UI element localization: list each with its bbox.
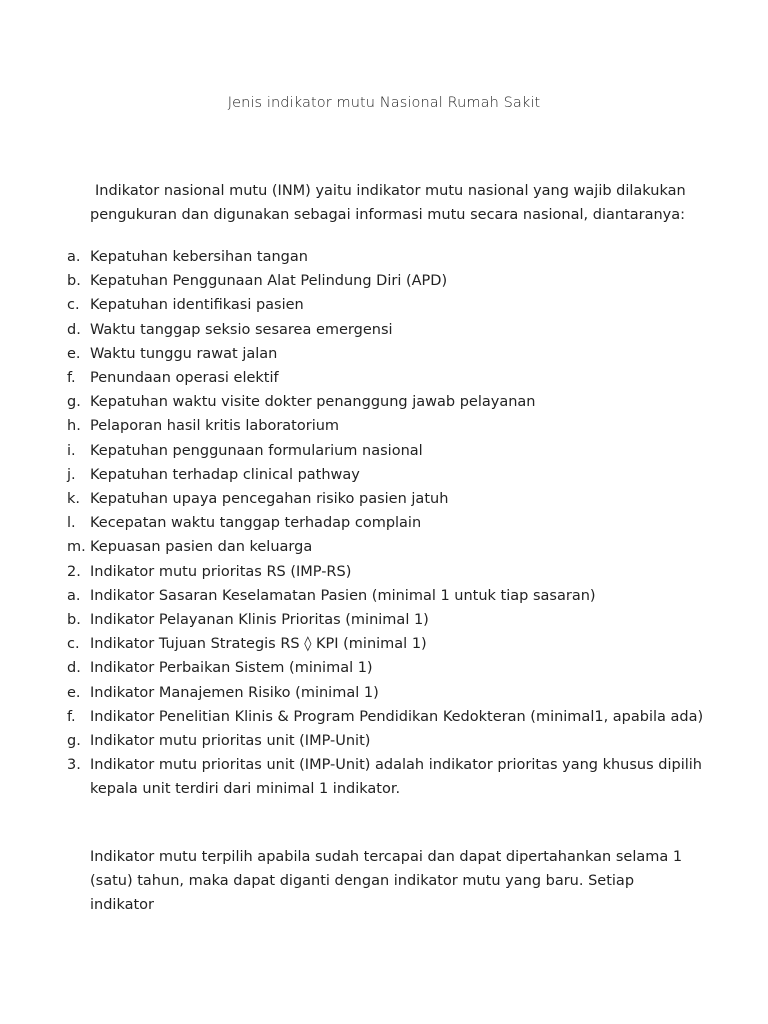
list-item-text: Indikator Perbaikan Sistem (minimal 1) <box>90 660 373 677</box>
list-item <box>67 269 707 293</box>
list-item-text: Waktu tanggap seksio sesarea emergensi <box>90 321 393 338</box>
list-item-text: Kepatuhan terhadap clinical pathway <box>90 466 360 483</box>
list-item-text: Indikator mutu prioritas unit (IMP-Unit) <box>90 733 371 750</box>
list-item-marker: j. <box>67 466 76 483</box>
list-item-marker: f. <box>67 370 76 387</box>
list-item <box>67 245 707 269</box>
list-item-text: Indikator Sasaran Keselamatan Pasien (minimal 1 untuk tiap sasaran) <box>90 587 596 604</box>
list-item <box>67 584 707 608</box>
list-item <box>67 511 707 535</box>
list-item <box>67 632 707 656</box>
list-item-marker: c. <box>67 636 80 653</box>
list-item-text: Kepatuhan penggunaan formularium nasional <box>90 442 423 459</box>
document-title: Jenis indikator mutu Nasional Rumah Sakit <box>227 95 541 111</box>
list-item-marker: e. <box>67 345 81 362</box>
indicator-list <box>67 245 707 802</box>
list-item-marker: a. <box>67 249 81 265</box>
list-item <box>67 463 707 487</box>
list-item <box>67 414 707 438</box>
list-item-text: Kecepatan waktu tanggap terhadap complain <box>90 515 422 532</box>
list-item-marker: k. <box>67 491 81 508</box>
list-item-marker: d. <box>67 321 81 338</box>
list-item-marker: a. <box>67 587 81 604</box>
intro-paragraph: Indikator nasional mutu (INM) yaitu indikator mutu nasional yang wajib dilakukan pengukuran dan digunakan sebagai informasi mutu secara nasional, diantaranya: <box>90 183 686 223</box>
list-item <box>67 681 707 705</box>
list-item-marker: l. <box>67 515 76 532</box>
list-item-text: Kepatuhan kebersihan tangan <box>90 249 308 265</box>
list-item-marker: 3. <box>67 757 81 774</box>
list-item-marker: d. <box>67 660 81 677</box>
list-item-text: Indikator mutu prioritas RS (IMP-RS) <box>90 563 352 580</box>
list-item-text: Indikator Penelitian Klinis & Program Pendidikan Kedokteran (minimal1, apabila ada) <box>90 708 704 725</box>
list-item-text: Waktu tunggu rawat jalan <box>90 345 278 362</box>
list-item-marker: i. <box>67 442 76 459</box>
list-item-marker: h. <box>67 418 81 435</box>
list-item-text: Indikator Pelayanan Klinis Prioritas (minimal 1) <box>90 612 429 629</box>
list-item <box>67 366 707 390</box>
list-item-marker: b. <box>67 273 81 290</box>
list-item <box>67 390 707 414</box>
list-item-marker: f. <box>67 708 76 725</box>
list-item-marker: e. <box>67 684 81 701</box>
list-item-text: Kepuasan pasien dan keluarga <box>90 539 313 556</box>
list-item <box>67 608 707 632</box>
list-item <box>67 439 707 463</box>
list-item-marker: m. <box>67 539 86 556</box>
list-item <box>67 293 707 317</box>
list-item-text: Kepatuhan upaya pencegahan risiko pasien jatuh <box>90 491 449 508</box>
list-item <box>67 705 707 729</box>
list-item-marker: b. <box>67 612 81 629</box>
list-item-text: Indikator mutu prioritas unit (IMP-Unit) adalah indikator prioritas yang khusus dipilih kepala unit terdiri dari minimal 1 indikator. <box>90 757 702 798</box>
list-item-text: Indikator Manajemen Risiko (minimal 1) <box>90 684 379 701</box>
list-item-text: Pelaporan hasil kritis laboratorium <box>90 418 340 435</box>
closing-paragraph: Indikator mutu terpilih apabila sudah tercapai dan dapat dipertahankan selama 1 (satu) tahun, maka dapat diganti dengan indikator mutu yang baru. Setiap indikator <box>90 849 683 913</box>
list-item-text: Kepatuhan Penggunaan Alat Pelindung Diri (APD) <box>90 273 448 290</box>
list-item <box>67 487 707 511</box>
list-item <box>67 656 707 680</box>
list-item-text: Penundaan operasi elektif <box>90 370 279 387</box>
list-item-marker: g. <box>67 394 81 411</box>
list-item <box>67 342 707 366</box>
list-item <box>67 535 707 559</box>
list-item-text: Kepatuhan identifikasi pasien <box>90 297 304 314</box>
list-item <box>67 318 707 342</box>
list-item <box>67 729 707 753</box>
list-item-marker: 2. <box>67 563 81 580</box>
list-item-text: Indikator Tujuan Strategis RS ◊ KPI (minimal 1) <box>90 636 427 653</box>
list-item <box>67 753 707 801</box>
list-item-marker: g. <box>67 733 81 750</box>
list-item-text: Kepatuhan waktu visite dokter penanggung jawab pelayanan <box>90 394 536 411</box>
list-item-marker: c. <box>67 297 80 314</box>
list-item <box>67 560 707 584</box>
